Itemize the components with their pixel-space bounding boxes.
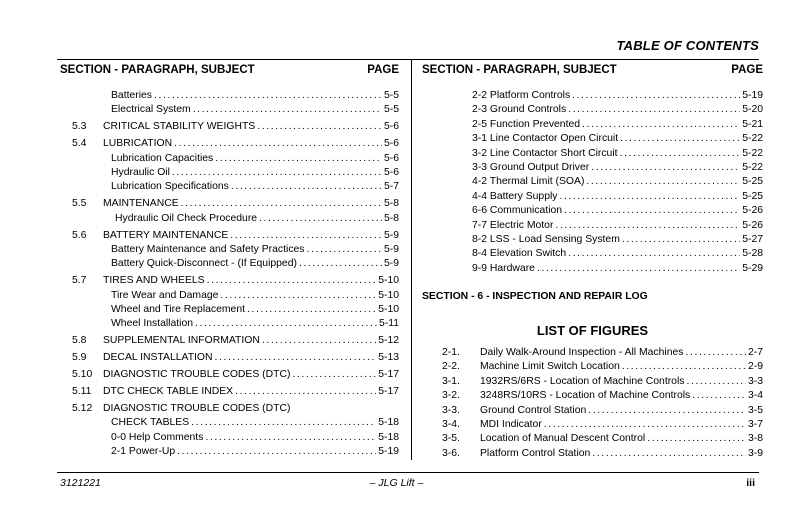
figure-page: 3-5 [747, 404, 763, 416]
toc-entry-page: 5-19 [742, 90, 763, 101]
toc-entry-title: CRITICAL STABILITY WEIGHTS [103, 121, 256, 133]
toc-entry-title: DTC CHECK TABLE INDEX [103, 385, 234, 397]
footer-rule [57, 472, 759, 473]
left-heading-subject: SECTION - PARAGRAPH, SUBJECT [60, 64, 255, 76]
toc-entry[interactable] [422, 263, 763, 277]
toc-entry-title: 2-2 Platform Controls [472, 90, 571, 101]
toc-entry[interactable] [72, 198, 399, 212]
toc-entry-number: 5.9 [72, 352, 87, 364]
toc-entry-title: 6-6 Communication [472, 205, 563, 217]
dot-leader [686, 376, 746, 387]
toc-entry-page: 5-8 [383, 212, 399, 224]
toc-entry-page: 5-10 [378, 275, 399, 287]
toc-entry[interactable] [72, 258, 399, 272]
toc-entry[interactable] [72, 181, 399, 195]
figure-page: 3-4 [747, 390, 763, 402]
toc-entry[interactable] [422, 148, 763, 162]
dot-leader [564, 205, 740, 216]
toc-entry-page: 5-20 [742, 104, 763, 116]
list-of-figures-title: LIST OF FIGURES [536, 323, 649, 338]
footer-center: – JLG Lift – [369, 477, 424, 489]
toc-entry-page: 5-26 [742, 219, 763, 231]
figure-number: 3-3. [442, 404, 460, 416]
toc-entry-page: 5-5 [383, 90, 399, 101]
toc-entry[interactable] [422, 133, 763, 147]
toc-entry-page: 5-18 [378, 417, 399, 429]
toc-entry-title: CHECK TABLES [111, 417, 190, 429]
dot-leader [247, 304, 376, 315]
right-heading-subject: SECTION - PARAGRAPH, SUBJECT [422, 64, 617, 76]
dot-leader [292, 369, 376, 380]
dot-leader [685, 347, 745, 358]
figure-entry[interactable] [442, 433, 763, 447]
dot-leader [205, 432, 376, 443]
toc-entry-title: DIAGNOSTIC TROUBLE CODES (DTC) [103, 369, 291, 381]
toc-entry-page: 5-29 [742, 262, 763, 274]
toc-entry-page: 5-22 [742, 133, 763, 145]
header-rule [57, 59, 759, 60]
dot-leader [307, 244, 382, 255]
toc-entry[interactable] [72, 369, 399, 383]
dot-leader [191, 417, 376, 428]
toc-entry-page: 5-6 [383, 152, 399, 164]
toc-entry[interactable] [72, 90, 399, 104]
dot-leader [181, 198, 382, 209]
dot-leader [568, 248, 740, 259]
dot-leader [572, 90, 740, 101]
toc-entry-title: TIRES AND WHEELS [103, 275, 205, 287]
toc-entry-page: 5-6 [383, 138, 399, 150]
toc-entry-title: 3-2 Line Contactor Short Circuit [472, 147, 618, 159]
toc-entry[interactable] [72, 432, 399, 446]
toc-entry-page: 5-11 [378, 318, 399, 330]
figure-number: 3-4. [442, 418, 460, 430]
toc-entry-title: 2-1 Power-Up [111, 445, 176, 457]
toc-entry-page: 5-13 [378, 352, 399, 364]
figure-title: Ground Control Station [480, 404, 587, 416]
toc-entry-page: 5-6 [383, 121, 399, 133]
toc-entry[interactable] [72, 318, 399, 332]
figure-title: Platform Control Station [480, 447, 591, 459]
toc-entry-page: 5-22 [742, 161, 763, 173]
toc-entry-title: 2-5 Function Prevented [472, 118, 581, 130]
dot-leader [174, 138, 382, 149]
figure-page: 3-3 [747, 375, 763, 387]
figure-page: 3-8 [747, 433, 763, 445]
toc-entry[interactable] [422, 90, 763, 104]
dot-leader [591, 162, 740, 173]
toc-entry-title: DECAL INSTALLATION [103, 352, 213, 364]
dot-leader [172, 167, 382, 178]
toc-entry-number: 5.5 [72, 198, 87, 210]
toc-entry[interactable] [422, 191, 763, 205]
dot-leader [620, 148, 741, 159]
toc-entry-title: Wheel Installation [111, 318, 194, 330]
figure-title: Location of Manual Descent Control [480, 433, 646, 445]
figure-page: 2-9 [747, 361, 763, 373]
right-toc-list [422, 90, 763, 277]
dot-leader [588, 405, 746, 416]
dot-leader [259, 213, 382, 224]
toc-entry[interactable] [72, 213, 399, 227]
toc-entry-title: Battery Maintenance and Safety Practices [111, 243, 305, 255]
toc-entry-page: 5-17 [378, 369, 399, 381]
toc-entry-page: 5-7 [383, 181, 399, 193]
footer-page-number: iii [746, 477, 755, 489]
toc-entry[interactable] [72, 386, 399, 400]
dot-leader [215, 352, 377, 363]
figure-entry[interactable] [442, 405, 763, 419]
toc-entry[interactable] [72, 167, 399, 181]
toc-entry-number: 5.8 [72, 335, 87, 347]
dot-leader [568, 104, 740, 115]
toc-entry-title: 8-4 Elevation Switch [472, 248, 567, 260]
toc-entry[interactable] [422, 220, 763, 234]
figure-title: Daily Walk-Around Inspection - All Machines [480, 347, 684, 358]
figure-title: 1932RS/6RS - Location of Machine Controls [480, 375, 685, 387]
toc-entry-page: 5-25 [742, 176, 763, 188]
dot-leader [544, 419, 746, 430]
toc-entry-page: 5-26 [742, 205, 763, 217]
figure-entry[interactable] [442, 347, 763, 361]
toc-entry[interactable] [422, 119, 763, 133]
figure-number: 3-2. [442, 390, 460, 402]
toc-entry[interactable] [72, 121, 399, 135]
toc-entry-number: 5.3 [72, 121, 87, 133]
toc-entry-title: 8-2 LSS - Load Sensing System [472, 233, 620, 245]
toc-entry[interactable] [72, 104, 399, 118]
toc-entry[interactable] [72, 403, 399, 417]
page-header-title: TABLE OF CONTENTS [616, 38, 759, 53]
dot-leader [231, 181, 382, 192]
toc-entry-page: 5-17 [378, 385, 399, 397]
toc-entry-title: Battery Quick-Disconnect - (If Equipped) [111, 258, 297, 270]
figure-number: 2-1. [442, 347, 460, 358]
toc-entry[interactable] [72, 138, 399, 152]
toc-entry-page: 5-21 [742, 118, 763, 130]
toc-entry-number: 5.6 [72, 229, 87, 241]
dot-leader [235, 386, 376, 397]
column-divider [411, 60, 412, 460]
toc-entry[interactable] [422, 205, 763, 219]
toc-entry[interactable] [72, 335, 399, 349]
toc-entry-page: 5-18 [378, 431, 399, 443]
figure-title: MDI Indicator [480, 418, 542, 430]
dot-leader [586, 176, 740, 187]
dot-leader [177, 446, 376, 457]
toc-entry-title: Lubrication Specifications [111, 181, 229, 193]
figure-entry[interactable] [442, 361, 763, 375]
dot-leader [620, 133, 740, 144]
right-column-heading [422, 64, 763, 76]
toc-entry-page: 5-9 [383, 243, 399, 255]
toc-entry[interactable] [72, 230, 399, 244]
figure-entry[interactable] [442, 390, 763, 404]
toc-entry[interactable] [72, 244, 399, 258]
toc-entry-title: Hydraulic Oil [111, 166, 170, 178]
figure-page: 3-9 [747, 447, 763, 459]
figure-number: 3-1. [442, 375, 460, 387]
toc-entry[interactable] [422, 104, 763, 118]
toc-entry-number: 5.12 [72, 402, 93, 414]
toc-entry-title: Wheel and Tire Replacement [111, 303, 245, 315]
toc-entry-title: 4-2 Thermal Limit (SOA) [472, 176, 585, 188]
dot-leader [299, 258, 382, 269]
toc-entry-page: 5-5 [383, 104, 399, 116]
toc-entry-number: 5.11 [72, 385, 92, 397]
toc-entry-page: 5-9 [383, 258, 399, 270]
dot-leader [195, 318, 377, 329]
toc-entry-page: 5-8 [383, 198, 399, 210]
dot-leader [230, 230, 382, 241]
toc-entry-title: Tire Wear and Damage [111, 289, 219, 301]
right-heading-page: PAGE [731, 64, 763, 76]
figure-page: 2-7 [747, 347, 763, 358]
footer-doc-number: 3121221 [60, 477, 101, 489]
toc-entry-page: 5-10 [378, 303, 399, 315]
toc-entry-page: 5-25 [742, 190, 763, 202]
toc-entry[interactable] [422, 176, 763, 190]
toc-entry-page: 5-6 [383, 166, 399, 178]
figure-entry[interactable] [442, 376, 763, 390]
figure-entry[interactable] [442, 419, 763, 433]
toc-entry[interactable] [422, 248, 763, 262]
toc-entry-page: 5-28 [742, 248, 763, 260]
toc-entry-number: 5.4 [72, 138, 87, 150]
figure-number: 3-6. [442, 447, 460, 459]
toc-entry[interactable] [72, 290, 399, 304]
dot-leader [193, 104, 382, 115]
figures-list [442, 347, 763, 462]
section-6-heading[interactable]: SECTION - 6 - INSPECTION AND REPAIR LOG [422, 291, 648, 302]
toc-entry-title: 7-7 Electric Motor [472, 219, 554, 231]
dot-leader [555, 220, 740, 231]
toc-entry[interactable] [72, 153, 399, 167]
toc-entry-title: 2-3 Ground Controls [472, 104, 567, 116]
toc-entry-title: BATTERY MAINTENANCE [103, 229, 229, 241]
toc-entry[interactable] [72, 417, 399, 431]
dot-leader [559, 191, 740, 202]
toc-entry-page: 5-10 [378, 289, 399, 301]
dot-leader [622, 361, 746, 372]
toc-entry-page: 5-12 [378, 335, 399, 347]
figure-title: 3248RS/10RS - Location of Machine Controls [480, 390, 691, 402]
dot-leader [220, 290, 376, 301]
toc-entry-title: 9-9 Hardware [472, 262, 535, 274]
toc-entry[interactable] [422, 234, 763, 248]
toc-entry-title: 3-3 Ground Output Driver [472, 161, 590, 173]
dot-leader [647, 433, 746, 444]
toc-entry-page: 5-19 [378, 445, 399, 457]
dot-leader [262, 335, 376, 346]
toc-entry[interactable] [72, 352, 399, 366]
toc-entry-title: Hydraulic Oil Check Procedure [115, 212, 258, 224]
dot-leader [257, 121, 382, 132]
figure-page: 3-7 [747, 418, 763, 430]
toc-entry-title: SUPPLEMENTAL INFORMATION [103, 335, 260, 347]
toc-entry-page: 5-9 [383, 229, 399, 241]
dot-leader [537, 263, 740, 274]
toc-entry-page: 5-22 [742, 147, 763, 159]
dot-leader [592, 448, 746, 459]
toc-entry-page: 5-27 [742, 233, 763, 245]
dot-leader [622, 234, 740, 245]
figure-title: Machine Limit Switch Location [480, 361, 620, 373]
left-column-heading [60, 64, 399, 76]
toc-entry-title: LUBRICATION [103, 138, 173, 150]
toc-entry-number: 5.7 [72, 275, 87, 287]
dot-leader [154, 90, 382, 101]
toc-entry[interactable] [422, 162, 763, 176]
toc-entry-title: Lubrication Capacities [111, 152, 214, 164]
toc-entry-title: 3-1 Line Contactor Open Circuit [472, 133, 619, 145]
dot-leader [582, 119, 740, 130]
toc-entry-title: DIAGNOSTIC TROUBLE CODES (DTC) [103, 402, 291, 414]
toc-entry-title: 4-4 Battery Supply [472, 190, 558, 202]
toc-entry-title: MAINTENANCE [103, 198, 179, 210]
dot-leader [215, 153, 382, 164]
toc-entry[interactable] [72, 275, 399, 289]
left-heading-page: PAGE [367, 64, 399, 76]
figure-number: 3-5. [442, 433, 460, 445]
toc-entry-title: Electrical System [111, 104, 191, 116]
toc-entry-title: Batteries [111, 90, 153, 101]
figure-entry[interactable] [442, 448, 763, 462]
toc-entry[interactable] [72, 304, 399, 318]
toc-entry-number: 5.10 [72, 369, 93, 381]
dot-leader [692, 390, 746, 401]
left-toc-list [72, 90, 399, 460]
figure-number: 2-2. [442, 361, 460, 373]
toc-entry[interactable] [72, 446, 399, 460]
dot-leader [207, 275, 377, 286]
toc-entry-title: 0-0 Help Comments [111, 431, 204, 443]
